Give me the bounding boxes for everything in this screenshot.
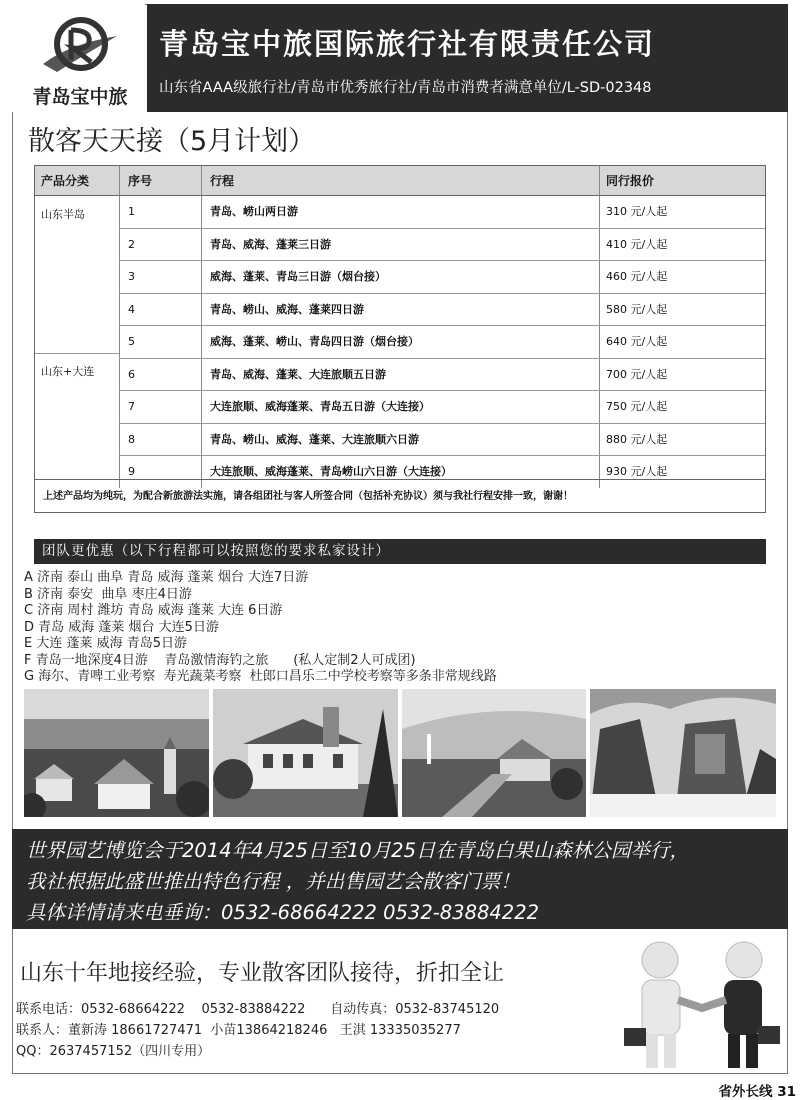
row-route: 大连旅顺、威海蓬莱、青岛五日游（大连接） xyxy=(201,391,599,423)
table-row xyxy=(119,261,765,294)
table-row xyxy=(119,229,765,262)
row-number: 9 xyxy=(119,456,201,488)
logo-text: 青岛宝中旅 xyxy=(32,86,128,108)
row-route: 青岛、威海、蓬莱三日游 xyxy=(201,229,599,261)
group-title: 团队更优惠（以下行程都可以按照您的要求私家设计） xyxy=(34,539,766,564)
row-number: 2 xyxy=(119,229,201,261)
photo-villa xyxy=(213,689,398,817)
row-number: 5 xyxy=(119,326,201,358)
row-number: 7 xyxy=(119,391,201,423)
category-divider xyxy=(35,353,119,354)
contact-qq: QQ：2637457152（四川专用） xyxy=(16,1044,211,1059)
table-row xyxy=(119,359,765,392)
list-item: G 海尔、青啤工业考察 寿光蔬菜考察 杜郎口昌乐二中学校考察等多条非常规线路 xyxy=(24,669,497,684)
row-price: 880 元/人起 xyxy=(599,424,765,456)
header-number: 序号 xyxy=(119,166,201,196)
slogan: 山东十年地接经验，专业散客团队接待，折扣全让 xyxy=(20,961,505,986)
header-price: 同行报价 xyxy=(599,166,765,196)
row-price: 930 元/人起 xyxy=(599,456,765,488)
table-note: 上述产品均为纯玩，为配合新旅游法实施，请各组团社与客人所签合同（包括补充协议）须与我社行程安排一致，谢谢！ xyxy=(35,479,765,513)
row-price: 700 元/人起 xyxy=(599,359,765,391)
row-route: 青岛、崂山、威海、蓬莱四日游 xyxy=(201,294,599,326)
table-row xyxy=(119,326,765,359)
row-price: 310 元/人起 xyxy=(599,196,765,228)
photo-winery xyxy=(402,689,586,817)
contact-persons: 联系人：董新涛 18661727471 小苗13864218246 王淇 13335035277 xyxy=(16,1023,461,1038)
table-row xyxy=(119,294,765,327)
photo-snow-rocks xyxy=(590,689,776,817)
expo-announcement xyxy=(12,829,788,929)
list-item: E 大连 蓬莱 威海 青岛5日游 xyxy=(24,636,188,651)
logo-icon xyxy=(39,14,121,82)
credentials: 山东省AAA级旅行社/青岛市优秀旅行社/青岛市消费者满意单位/L-SD-02348 xyxy=(159,80,652,96)
header-category: 产品分类 xyxy=(35,166,119,196)
row-price: 640 元/人起 xyxy=(599,326,765,358)
list-item: B 济南 泰安 曲阜 枣庄4日游 xyxy=(24,586,192,602)
list-item: F 青岛一地深度4日游 青岛激情海钓之旅 (私人定制2人可成团) xyxy=(24,652,416,668)
row-price: 460 元/人起 xyxy=(599,261,765,293)
row-number: 6 xyxy=(119,359,201,391)
header xyxy=(12,4,788,112)
table-rows xyxy=(119,196,765,488)
company-name: 青岛宝中旅国际旅行社有限责任公司 xyxy=(159,27,656,61)
header-route: 行程 xyxy=(201,166,599,196)
row-number: 3 xyxy=(119,261,201,293)
expo-line: 世界园艺博览会于2014年4月25日至10月25日在青岛白果山森林公园举行， xyxy=(26,839,689,862)
expo-line: 我社根据此盛世推出特色行程 ，并出售园艺会散客门票！ xyxy=(26,870,520,893)
row-price: 580 元/人起 xyxy=(599,294,765,326)
category-shandong-dalian: 山东+大连 xyxy=(41,365,95,378)
page-footer: 省外长线 31 xyxy=(718,1084,796,1100)
table-row xyxy=(119,196,765,229)
row-price: 410 元/人起 xyxy=(599,229,765,261)
contact-phones: 联系电话：0532-68664222 0532-83884222 自动传真：0532-83745120 xyxy=(16,1002,500,1017)
row-route: 威海、蓬莱、崂山、青岛四日游（烟台接） xyxy=(201,326,599,358)
tour-table xyxy=(34,165,766,513)
category-shandong-peninsula: 山东半岛 xyxy=(41,208,85,221)
group-list xyxy=(24,570,744,686)
photo-coastal-town xyxy=(24,689,209,817)
row-route: 大连旅顺、威海蓬莱、青岛崂山六日游（大连接） xyxy=(201,456,599,488)
list-item: D 青岛 威海 蓬莱 烟台 大连5日游 xyxy=(24,619,219,635)
page-title: 散客天天接（5月计划） xyxy=(28,126,316,157)
row-price: 750 元/人起 xyxy=(599,391,765,423)
header-band xyxy=(147,4,788,112)
row-route: 青岛、威海、蓬莱、大连旅顺五日游 xyxy=(201,359,599,391)
expo-line: 具体详情请来电垂询：0532-68664222 0532-83884222 xyxy=(26,901,540,924)
row-route: 青岛、崂山、威海、蓬莱、大连旅顺六日游 xyxy=(201,424,599,456)
list-item: A 济南 泰山 曲阜 青岛 威海 蓬莱 烟台 大连7日游 xyxy=(24,570,309,585)
logo xyxy=(12,4,145,112)
list-item: C 济南 周村 潍坊 青岛 威海 蓬莱 大连 6日游 xyxy=(24,603,283,618)
handshake-figures-icon xyxy=(622,938,782,1072)
row-route: 威海、蓬莱、青岛三日游（烟台接） xyxy=(201,261,599,293)
row-number: 1 xyxy=(119,196,201,228)
row-number: 4 xyxy=(119,294,201,326)
row-route: 青岛、崂山两日游 xyxy=(201,196,599,228)
table-row xyxy=(119,391,765,424)
row-number: 8 xyxy=(119,424,201,456)
table-row xyxy=(119,424,765,457)
